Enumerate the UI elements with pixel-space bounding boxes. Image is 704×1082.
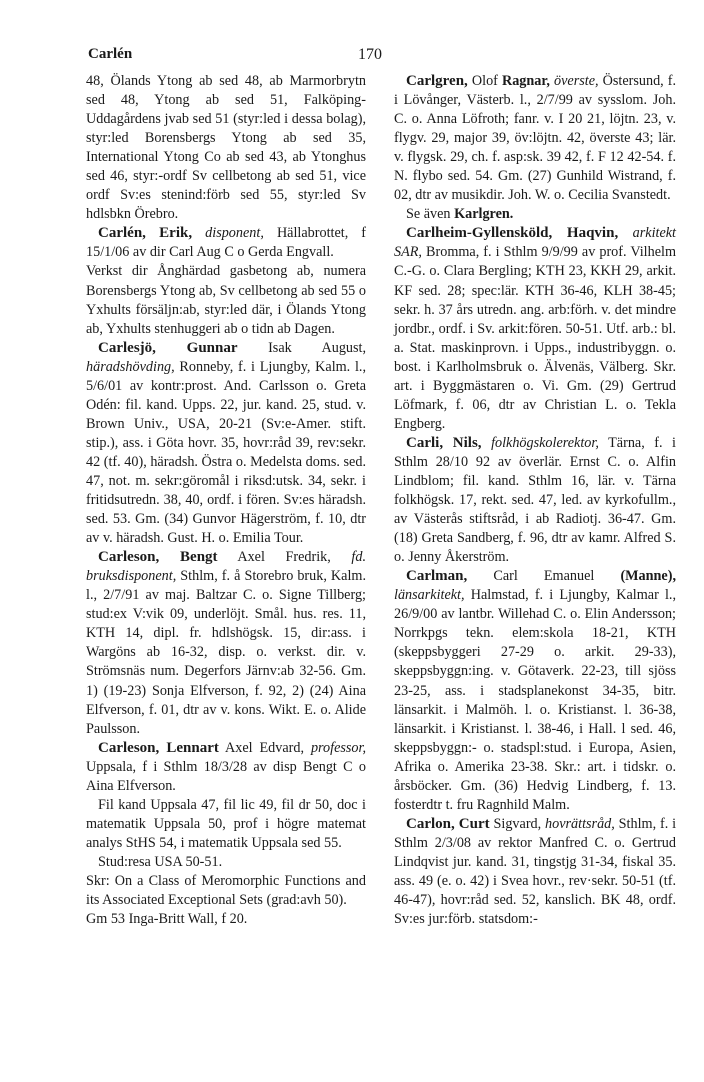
entry-carleson-bengt: [86, 548, 366, 738]
entry-title: professor,: [310, 739, 367, 756]
entry-given-names: Isak August,: [268, 339, 367, 356]
entry-text: Östersund, f. i Lövånger, Västerb. l., 2/7/99 av sysslom. Joh. C. o. Anna Löfroth; fanr. v. I 20 21, löjtn. 23, v. flygv. 29, major 39, öv:löjtn. 42, överste 43; lär. v. flygsk. 29, ch. f. asp:sk. 39 42, f. F 12 42-54. f. N. flybo sed. 54. Gm. (27) Gunhild Wistrand, f. 02, dtr av musikdir. Joh. W. o. Cecilia Svanstedt.: [394, 73, 677, 204]
entry-carlon-curt: [394, 815, 676, 929]
left-column: [86, 72, 366, 929]
entry-given-names: Olof: [471, 73, 498, 89]
entry-title: folkhögskolerektor,: [491, 434, 599, 451]
entry-carlman-manne: [394, 567, 676, 815]
see-also: [394, 205, 676, 224]
entry-given-names: Axel Edvard,: [225, 739, 305, 756]
entry-name: Carleson, Bengt: [98, 549, 218, 566]
entry-title: fd. bruksdisponent,: [86, 549, 367, 585]
entry-line: Stud:resa USA 50-51.: [98, 853, 223, 870]
entry-given-names: Axel Fredrik,: [237, 549, 331, 566]
entry-carlheim-gyllenskold: [394, 224, 676, 434]
entry-title: hovrättsråd,: [545, 815, 615, 832]
entry-title: länsarkitekt,: [394, 587, 465, 604]
entry-name: Carlon, Curt: [406, 815, 490, 832]
entry-line: Skr: On a Class of Meromorphic Functions and its Associated Exceptional Sets (grad:avh 50).: [86, 872, 366, 909]
entry-name: Carli, Nils,: [406, 434, 482, 451]
entry-text: Bromma, f. i Sthlm 9/9/99 av prof. Vilhelm C.-G. o. Clara Bergling; KTH 23, KKH 29, arkit. KF sed. 28; spec:lär. KTH 36-46, KLH 38-45; sekr. h. 37 års utredn. ang. arb:förh. v. det mindre jordbr., ordf. i Sv. arkit:fören. 50-51. Utf. arb.: bl. a. Stat. maskinprovn. i Upps., industribyggn. o. bost. i Karlholmsbruk o. Älvenäs, Välberg. Skr. art. i Byggmästaren o. Vi. Gm. (29) Gertrud Löfmark, f. 06, dtr av Christian L. o. Tekla Engberg.: [394, 244, 676, 432]
running-head: [88, 46, 668, 68]
entry-text: Hällabrottet, f 15/1/06 av dir Carl Aug C o Gerda Engvall.: [86, 225, 367, 261]
entry-text: Tärna, f. i Sthlm 28/10 92 av överlär. Ernst C. o. Alfin Lindblom; fil. kand. Sthlm 16, lär. v. Tärna folkhögsk. 17, rekt. sed. 47, led. av kyrkofullm., av Västerås stiftsråd, i ab Radiotj. 36-47. Gm. (18) Greta Sandberg, f. 96, dtr av kamr. Alfred S. o. Jenny Åkerström.: [394, 434, 676, 566]
entry-carleson-lennart: [86, 739, 366, 796]
entry-name: Carlén, Erik,: [98, 225, 193, 242]
right-column: [394, 72, 676, 929]
entry-name: Carleson, Lennart: [98, 739, 219, 756]
page-number: 170: [358, 46, 382, 63]
entry-called-name: (Manne),: [620, 568, 676, 585]
entry-name: Carlheim-Gyllensköld, Haqvin,: [406, 225, 619, 242]
entry-extra: Verkst dir Ånghärdad gasbetong ab, numera Borensbergs Ytong ab, Sv cellbetong ab sed 55 o Yxhults försäljn:ab, styr:led där, i Ölands Ytong ab, Yxhults stenhuggeri ab o tidn ab Dagen.: [86, 263, 366, 337]
continuation-text: 48, Ölands Ytong ab sed 48, ab Marmorbrytn sed 48, Ytong ab sed 51, Falköping-Uddagårdens jvab sed 51 (styr:led i dessa bolag), styr:led Borensbergs Ytong ab sed 35, International Ytong Co ab sed 43, ab Ytonghus sed 46, styr:-ordf Sv cellbetong ab sed 51, vice ordf Sv:es stenind:förb sed 55, styr:led Sv hdlsbkn Örebro.: [86, 73, 366, 223]
see-also-name[interactable]: Karlgren.: [454, 206, 514, 223]
entry-text: Ronneby, f. i Ljungby, Kalm. l., 5/6/01 av kontr:prost. And. Carlsson o. Greta Odén: fil. kand. Upps. 22, jur. kand. 25, stud. v. Brown Univ., USA, 20-21 (Sv:e-Amer. stift. stip.), ass. i Göta hovr. 35, hovr:råd 39, rev:sekr. 42 (tf. 40), häradsh. Östra o. Medelsta doms. sed. 47, not. m. sekr:göromål i riksd:utsk. 34, sekr. i fritidsutredn. 38, 40, ordf. i fören. Sv:es häradsh. sed. 53. Gm. (34) Gunvor Hägerström, f. 10, dtr av v. häradsh. Gust. H. o. Emilia Tour.: [86, 358, 367, 547]
entry-title: överste,: [554, 73, 599, 89]
entry-line: Gm 53 Inga-Britt Wall, f 20.: [86, 911, 248, 928]
entry-given-names: Carl Emanuel: [493, 568, 595, 585]
entry-carlgren-ragnar: [394, 72, 676, 205]
entry-line: Fil kand Uppsala 47, fil lic 49, fil dr 50, doc i matematik Uppsala 50, prof i högre matemat analys StHS 54, i matematik Uppsala sed 55.: [86, 796, 366, 851]
entry-name: Carlman,: [406, 568, 468, 585]
entry-name: Carlgren,: [406, 73, 468, 89]
entry-title: arkitekt SAR,: [394, 225, 677, 261]
entry-title: häradshövding,: [86, 358, 175, 375]
entry-text: Halmstad, f. i Ljungby, Kalmar l., 26/9/00 av lantbr. Willehad C. o. Elin Andersson; Norrkpgs tekn. elem:skola 18-21, KTH (skeppsbyggeri 27-29 o. arkit. 29-33), skeppsbyggn:ing. v. Götaverk. 22-23, till sjöss 23-25, ass. i stadsplanekonst 34-35, bitr. länsarkit. i Malmöh. l. o. Kristianst. l. 36-38, länsarkit. i Kristianst. l. 38-46, i Hall. l sed. 46, skeppsbyggn:- o. stadspl:stud. i Europa, Asien, Afrika o. Amerika 23-38. Skr.: art. i tidskr. o. årsböcker. Gm. (36) Hedvig Lindberg, f. 13. fosterdtr t. fru Ragnhild Malm.: [394, 587, 677, 813]
running-head-surname: Carlén: [88, 46, 133, 62]
entry-carli-nils: [394, 434, 676, 567]
entry-name: Carlesjö, Gunnar: [98, 339, 238, 356]
entry-called-name: Ragnar,: [501, 73, 550, 89]
entry-given-names: Sigvard,: [493, 815, 542, 832]
entry-text: Sthlm, f. å Storebro bruk, Kalm. l., 2/7/91 av maj. Baltzar C. o. Signe Tillberg; stud:ex V:vik 09, underlöjt. Smål. hus. res. 11, KTH 14, dipl. fr. hdlshögsk. 15, dir:ass. i Wargöns ab 16-32, disp. o. verkst. dir. v. Strömsnäs num. Degerfors Järnv:ab 32-56. Gm. 1) (19-23) Sonja Elfverson, f. 92, 2) (24) Aina Elfverson, f. 01, dtr av v. kons. Wikt. E. o. Alide Paulsson.: [86, 568, 367, 737]
entry-text: Uppsala, f i Sthlm 18/3/28 av disp Bengt C o Aina Elfverson.: [86, 758, 366, 794]
entry-title: disponent,: [205, 225, 264, 242]
entry-text: Sthlm, f. i Sthlm 2/3/08 av rektor Manfred C. o. Gertrud Lindqvist jur. kand. 31, tingstjg 31-34, fiskal 35. ass. 49 (e. o. 42) i Svea hovr., rev·sekr. 50-51 (tf. 46-47), hovr:råd sed. 52, kanslich. BK 48, ordf. Sv:es jur:förb. statsdom:-: [394, 815, 677, 928]
entry-carlesjo-gunnar: [86, 339, 366, 549]
entry-carlen-erik: [86, 224, 366, 262]
see-also-label: Se även: [406, 206, 451, 223]
